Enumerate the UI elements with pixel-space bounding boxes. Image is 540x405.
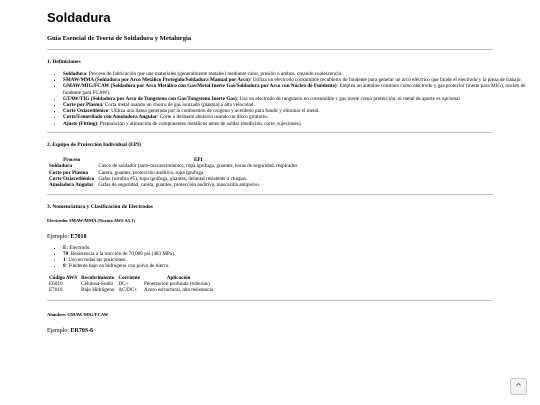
list-item — [63, 121, 540, 127]
table-cell-process: Corte Oxiacetilénico — [49, 176, 95, 183]
column-header: Recubrimiento — [81, 274, 115, 281]
code-text: : Uso en todas las posiciones. — [65, 257, 127, 264]
definition-text: : Preparación y alineación de componentes metálicos antes de soldar (medición, corte, sujeciones). — [97, 120, 302, 127]
code-text: : Electrodo. — [66, 244, 91, 251]
column-header: Proceso — [63, 156, 81, 163]
table-cell-process: Corte por Plasma — [49, 169, 89, 176]
divider — [47, 132, 493, 133]
column-header: Código AWS — [49, 274, 78, 281]
definition-text: : Corte o desbaste abrasivo usando un disco giratorio. — [157, 114, 269, 121]
section-definiciones-heading: 1. Definiciones — [47, 59, 81, 65]
table-cell: DC+ — [118, 281, 129, 288]
code-term: 8 — [63, 263, 66, 270]
table-cell: E6010 — [49, 281, 63, 288]
definition-term: Corte/Esmerilado con Amoladora Angular — [63, 114, 158, 121]
table-cell-epi: Casco de soldador (auto-oscurecimiento), ropa ignífuga, guantes, botas de seguridad, respirador. — [98, 163, 299, 170]
code-term: 1 — [63, 257, 66, 264]
list-item — [63, 263, 540, 269]
table-row — [47, 182, 300, 188]
example-value: E7018 — [70, 233, 87, 240]
section-epi-heading: 2. Equipo de Protección Individual (EPI) — [47, 141, 141, 148]
example-label: Ejemplo — [47, 233, 68, 240]
list-item — [63, 83, 540, 95]
epi-table — [47, 157, 300, 189]
definition-term: Soldadura — [63, 71, 87, 77]
table-row — [47, 287, 215, 293]
divider — [47, 300, 493, 301]
code-term: E — [63, 244, 67, 251]
example-value: ER70S-6 — [70, 327, 94, 334]
example-line: Ejemplo: E7018 — [47, 233, 87, 240]
table-cell: Bajo Hidrógeno — [81, 287, 115, 294]
scroll-to-top-button[interactable] — [510, 378, 527, 395]
code-text: : Resistencia a la tracción de 70,000 psi (483 MPa). — [68, 251, 176, 258]
column-header: Aplicación — [166, 274, 191, 281]
smaw-subheading: Electrodos SMAW/MMA (Norma AWS A5.1) — [47, 217, 136, 223]
table-cell-epi: Gafas (sombra #5), ropa ignífuga, guantes, delantal resistente a chispas. — [98, 176, 248, 183]
table-cell-epi: Gafas de seguridad, careta, guantes, protección auditiva, mascarilla antipolvo. — [98, 182, 261, 189]
divider — [47, 49, 493, 50]
page-title: Soldadura — [47, 10, 111, 25]
section-electrodos-heading: 3. Nomenclatura y Clasificación de Electrodos — [47, 203, 153, 210]
code-text: : Fundente bajo en hidrógeno con polvo de hierro. — [65, 263, 170, 270]
example-label: Ejemplo — [47, 327, 68, 334]
column-header: EPI — [193, 156, 203, 163]
table-cell: E7018 — [49, 287, 63, 294]
definition-term: GMAW/MIG/FCAW (Soldadura por Arco Metálico con Gas/Metal Inerte Gas/Soldadura por Arco con Núcleo de Fundente) — [63, 83, 337, 90]
electrode-table — [47, 275, 215, 294]
column-header: Corriente — [118, 274, 140, 281]
table-cell: Celulosa-Sodio — [81, 281, 114, 288]
chevron-up-icon: ^ — [515, 382, 522, 391]
gmaw-subheading: Alambres GMAW/MIG/FCAW — [47, 311, 109, 317]
definition-text: : Usa un electrodo de tungsteno no consumible y gas inerte como protección; el metal de aporte es opcional. — [236, 95, 462, 102]
definition-term: Corte Oxiacetilénico — [63, 108, 109, 115]
divider — [47, 194, 493, 195]
page-subtitle: Guía Esencial de Teoría de Soldadura y Metalurgia — [47, 35, 192, 42]
definition-term: Ajuste (Fitting) — [63, 120, 98, 127]
definiciones-list — [47, 71, 540, 127]
definition-text: : Emplea un alambre continuo como electrodo y gas protector (inerte para MIG), núcleo de fundente para FCAW). — [63, 83, 526, 96]
definition-term: GTAW/TIG (Soldadura por Arco de Tungsteno con Gas/Tungsteno Inerte Gas) — [63, 95, 237, 102]
code-term: 70 — [63, 251, 69, 258]
definition-term: Corte por Plasma — [63, 102, 103, 109]
definition-text: : Proceso de fabricación que une materiales (generalmente metales) mediante calor, presión o ambos, creando coalescencia. — [86, 71, 343, 77]
table-cell-epi: Careta, guantes, protección auditiva, ropa ignífuga. — [98, 169, 205, 176]
example-breakdown-list — [47, 245, 540, 270]
table-cell: Penetración profunda (tuberías) — [144, 281, 210, 288]
definition-text: : Corta metal usando un chorro de gas ionizado (plasma) a alta velocidad. — [102, 102, 255, 109]
table-cell-process: Soldadura — [49, 163, 73, 170]
table-cell: AC/DC+ — [118, 287, 138, 294]
definition-term: SMAW/MMA (Soldadura por Arco Metálico Protegido/Soldadura Manual por Arco) — [63, 77, 250, 84]
table-cell-process: Amoladora Angular — [49, 182, 94, 189]
gmaw-example-line: Ejemplo: ER70S-6 — [47, 327, 94, 334]
definition-text: : Utiliza una llama generada por la combustión de oxígeno y acetileno para fundir y eliminar el metal. — [108, 108, 320, 115]
table-cell: Acero estructural, alta resistencia — [144, 287, 214, 294]
definition-text: : Utiliza un electrodo consumible recubierto de fundente para generar un arco eléctrico que funde el electrodo y la pieza de trabajo. — [249, 77, 522, 84]
